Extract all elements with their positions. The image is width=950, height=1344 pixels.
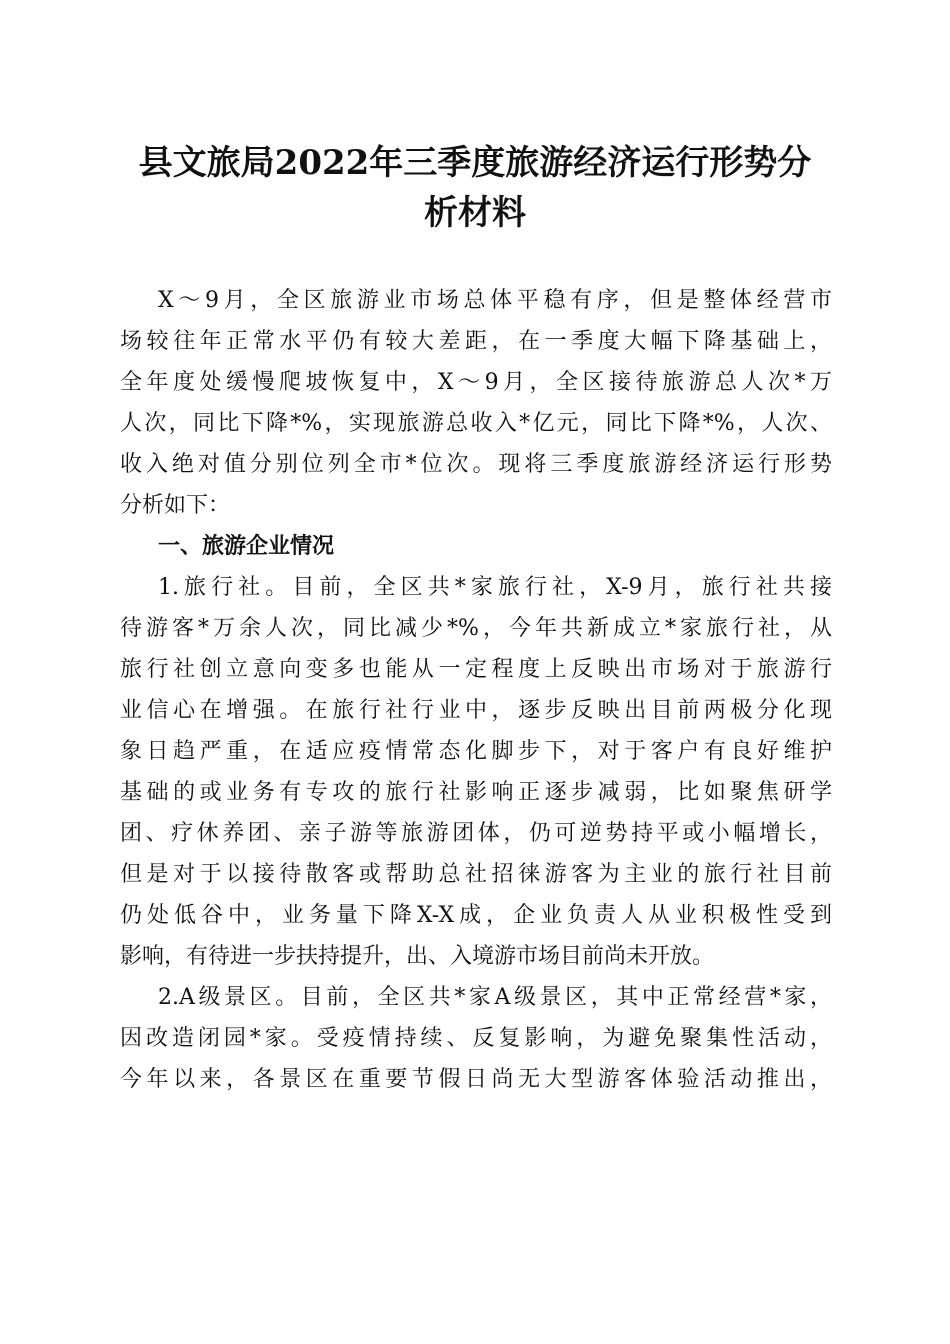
travel-agency-paragraph: [120, 567, 832, 977]
paragraph-line: 团、疗休养团、亲子游等旅游团体，仍可逆势持平或小幅增长，: [120, 821, 832, 846]
paragraph-line: 但是对于以接待散客或帮助总社招徕游客为主业的旅行社目前: [120, 862, 832, 887]
paragraph-line: 场较往年正常水平仍有较大差距，在一季度大幅下降基础上，: [120, 329, 832, 354]
scenic-area-paragraph: [120, 977, 832, 1100]
title-line: 县文旅局2022年三季度旅游经济运行形势分: [138, 143, 812, 183]
section-heading: 一、旅游企业情况: [158, 534, 335, 559]
paragraph-line: 待游客*万余人次，同比减少*%，今年共新成立*家旅行社，从: [120, 616, 832, 641]
paragraph-line: 1.旅行社。目前，全区共*家旅行社，X-9月，旅行社共接: [158, 575, 832, 600]
paragraph-line: 分析如下：: [120, 493, 231, 518]
paragraph-line: 全年度处缓慢爬坡恢复中，X～9月，全区接待旅游总人次*万: [120, 370, 832, 395]
title-line: 析材料: [424, 193, 526, 233]
paragraph-line: 业信心在增强。在旅行社行业中，逐步反映出目前两极分化现: [120, 698, 832, 723]
paragraph-line: 2.A级景区。目前，全区共*家A级景区，其中正常经营*家，: [158, 985, 832, 1010]
document-title: [118, 138, 832, 238]
paragraph-line: 人次，同比下降*%，实现旅游总收入*亿元，同比下降*%，人次、: [120, 411, 832, 436]
paragraph-line: 象日趋严重，在适应疫情常态化脚步下，对于客户有良好维护: [120, 739, 832, 764]
paragraph-line: 今年以来，各景区在重要节假日尚无大型游客体验活动推出，: [120, 1067, 832, 1092]
paragraph-line: 收入绝对值分别位列全市*位次。现将三季度旅游经济运行形势: [120, 452, 832, 477]
document-body: [120, 280, 832, 1100]
paragraph-line: 影响，有待进一步扶持提升，出、入境游市场目前尚未开放。: [120, 944, 715, 969]
paragraph-line: 基础的或业务有专攻的旅行社影响正逐步减弱，比如聚焦研学: [120, 780, 832, 805]
paragraph-line: 因改造闭园*家。受疫情持续、反复影响，为避免聚集性活动，: [120, 1026, 832, 1051]
paragraph-line: 仍处低谷中，业务量下降X-X成，企业负责人从业积极性受到: [120, 903, 832, 928]
intro-paragraph: [120, 280, 832, 526]
paragraph-line: X～9月，全区旅游业市场总体平稳有序，但是整体经营市: [158, 288, 832, 313]
paragraph-line: 旅行社创立意向变多也能从一定程度上反映出市场对于旅游行: [120, 657, 832, 682]
